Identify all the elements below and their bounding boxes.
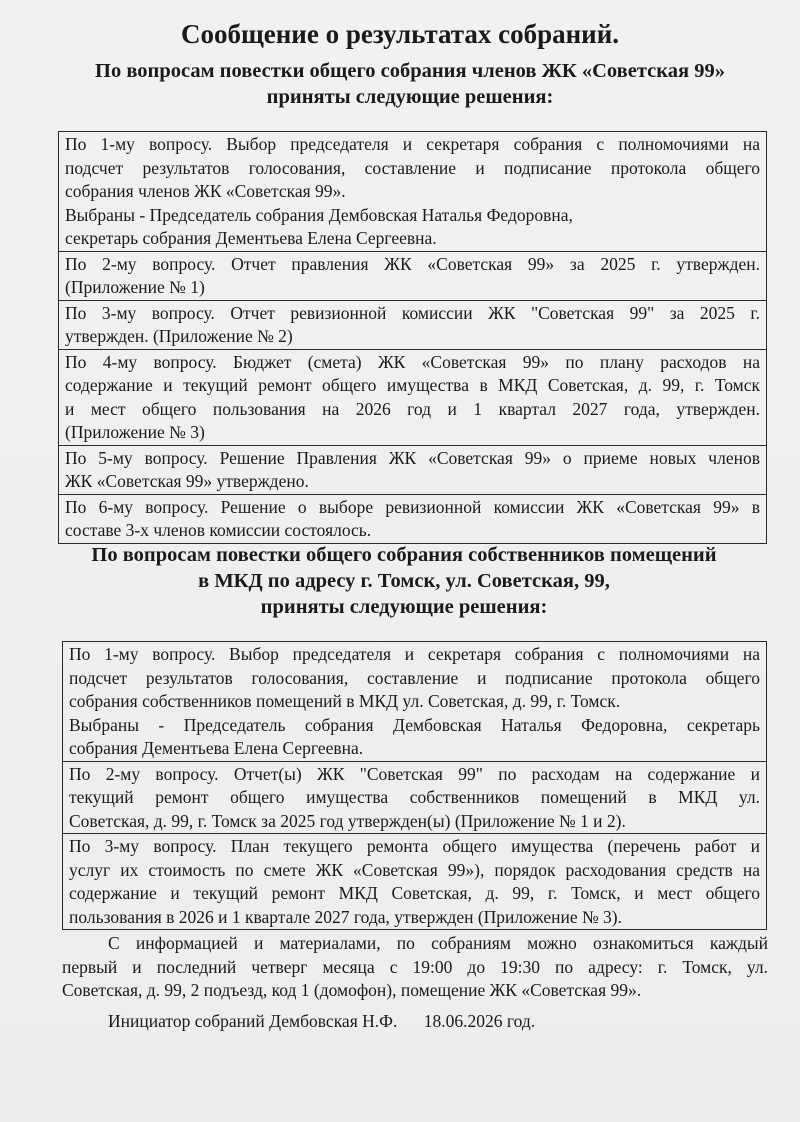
decision-row-q2 bbox=[59, 252, 766, 301]
decision-row-q3 bbox=[59, 301, 766, 350]
section1-heading-line: приняты следующие решения: bbox=[266, 86, 554, 108]
decision-line: секретарь собрания Дементьева Елена Сергеевна. bbox=[65, 228, 437, 248]
decision-line: По 1-му вопросу. Выбор председателя и секретаря собрания с полномочиями на bbox=[69, 644, 760, 664]
decision-line: (Приложение № 3) bbox=[65, 422, 205, 442]
decision-line: (Приложение № 1) bbox=[65, 277, 205, 297]
decision-line: утвержден. (Приложение № 2) bbox=[65, 326, 293, 346]
decision-line: По 1-му вопросу. Выбор председателя и секретаря собрания с полномочиями на bbox=[65, 134, 760, 154]
decision-line: текущий ремонт общего имущества собственников помещений в МКД ул. bbox=[69, 787, 760, 807]
decision-row-q3 bbox=[63, 834, 766, 930]
decision-line: и мест общего пользования на 2026 год и 1 квартал 2027 года, утвержден. bbox=[65, 398, 760, 419]
decision-row-q1 bbox=[63, 642, 766, 762]
decision-line: услуг их стоимость по смете ЖК «Советская 99»), порядок расходования средств на bbox=[69, 859, 760, 880]
decision-line: ЖК «Советская 99» утверждено. bbox=[65, 471, 309, 491]
section2-heading-line: в МКД по адресу г. Томск, ул. Советская, 99, bbox=[198, 570, 610, 592]
decision-row-q1 bbox=[59, 132, 766, 252]
signature-date: 18.06.2026 год. bbox=[423, 1011, 536, 1031]
section2-decisions-table bbox=[62, 641, 767, 930]
decision-line: подсчет результатов голосования, составление и подписание протокола общего bbox=[69, 667, 760, 688]
decision-row-q4 bbox=[59, 350, 766, 446]
info-paragraph bbox=[62, 932, 768, 1003]
decision-line: составе 3-х членов комиссии состоялось. bbox=[65, 520, 372, 540]
section2-heading bbox=[0, 542, 800, 620]
decision-line: По 2-му вопросу. Отчет правления ЖК «Советская 99» за 2025 г. утвержден. bbox=[65, 253, 760, 274]
info-line: первый и последний четверг месяца с 19:00 до 19:30 по адресу: г. Томск, ул. bbox=[62, 956, 768, 977]
signature-line bbox=[108, 1010, 800, 1034]
decision-line: собрания собственников помещений в МКД ул. Советская, д. 99, г. Томск. bbox=[69, 691, 621, 711]
decision-line: По 4-му вопросу. Бюджет (смета) ЖК «Советская 99» по плану расходов на bbox=[65, 351, 760, 372]
decision-line: По 3-му вопросу. План текущего ремонта общего имущества (перечень работ и bbox=[69, 836, 760, 856]
decision-line: Выбраны - Председатель собрания Дембовская Наталья Федоровна, секретарь bbox=[69, 714, 760, 735]
decision-line: пользования в 2026 и 1 квартале 2027 года, утвержден (Приложение № 3). bbox=[69, 906, 622, 927]
decision-line: По 2-му вопросу. Отчет(ы) ЖК "Советская 99" по расходам на содержание и bbox=[69, 763, 760, 784]
decision-line: содержание и текущий ремонт МКД Советская, д. 99, г. Томск, и мест общего bbox=[69, 883, 760, 903]
section2-heading-line: приняты следующие решения: bbox=[260, 596, 548, 618]
decision-line: собрания членов ЖК «Советская 99». bbox=[65, 181, 346, 201]
decision-line: собрания Дементьева Елена Сергеевна. bbox=[69, 738, 364, 758]
decision-line: По 5-му вопросу. Решение Правления ЖК «Советская 99» о приеме новых членов bbox=[65, 447, 760, 468]
decision-line: По 3-му вопросу. Отчет ревизионной комиссии ЖК "Советская 99" за 2025 г. bbox=[65, 302, 760, 323]
initiator-name: Инициатор собраний Дембовская Н.Ф. bbox=[108, 1011, 398, 1031]
decision-line: содержание и текущий ремонт общего имущества в МКД Советская, д. 99, г. Томск bbox=[65, 375, 760, 395]
section1-heading-line: По вопросам повестки общего собрания членов ЖК «Советская 99» bbox=[95, 60, 725, 82]
decision-row-q6 bbox=[59, 495, 766, 544]
document-title: Сообщение о результатах собраний. bbox=[180, 19, 620, 49]
decision-row-q2 bbox=[63, 762, 766, 835]
info-line: Советская, д. 99, 2 подъезд, код 1 (домофон), помещение ЖК «Советская 99». bbox=[62, 980, 642, 1000]
decision-line: По 6-му вопросу. Решение о выборе ревизионной комиссии ЖК «Советская 99» в bbox=[65, 496, 760, 517]
decision-line: подсчет результатов голосования, составление и подписание протокола общего bbox=[65, 157, 760, 178]
decision-line: Советская, д. 99, г. Томск за 2025 год утвержден(ы) (Приложение № 1 и 2). bbox=[69, 810, 626, 831]
decision-line: Выбраны - Председатель собрания Дембовская Наталья Федоровна, bbox=[65, 204, 573, 225]
section1-decisions-table bbox=[58, 131, 767, 544]
section1-heading bbox=[0, 58, 800, 110]
section2-heading-line: По вопросам повестки общего собрания собственников помещений bbox=[91, 544, 717, 566]
decision-row-q5 bbox=[59, 446, 766, 495]
info-line: С информацией и материалами, по собраниям можно ознакомиться каждый bbox=[108, 933, 768, 953]
